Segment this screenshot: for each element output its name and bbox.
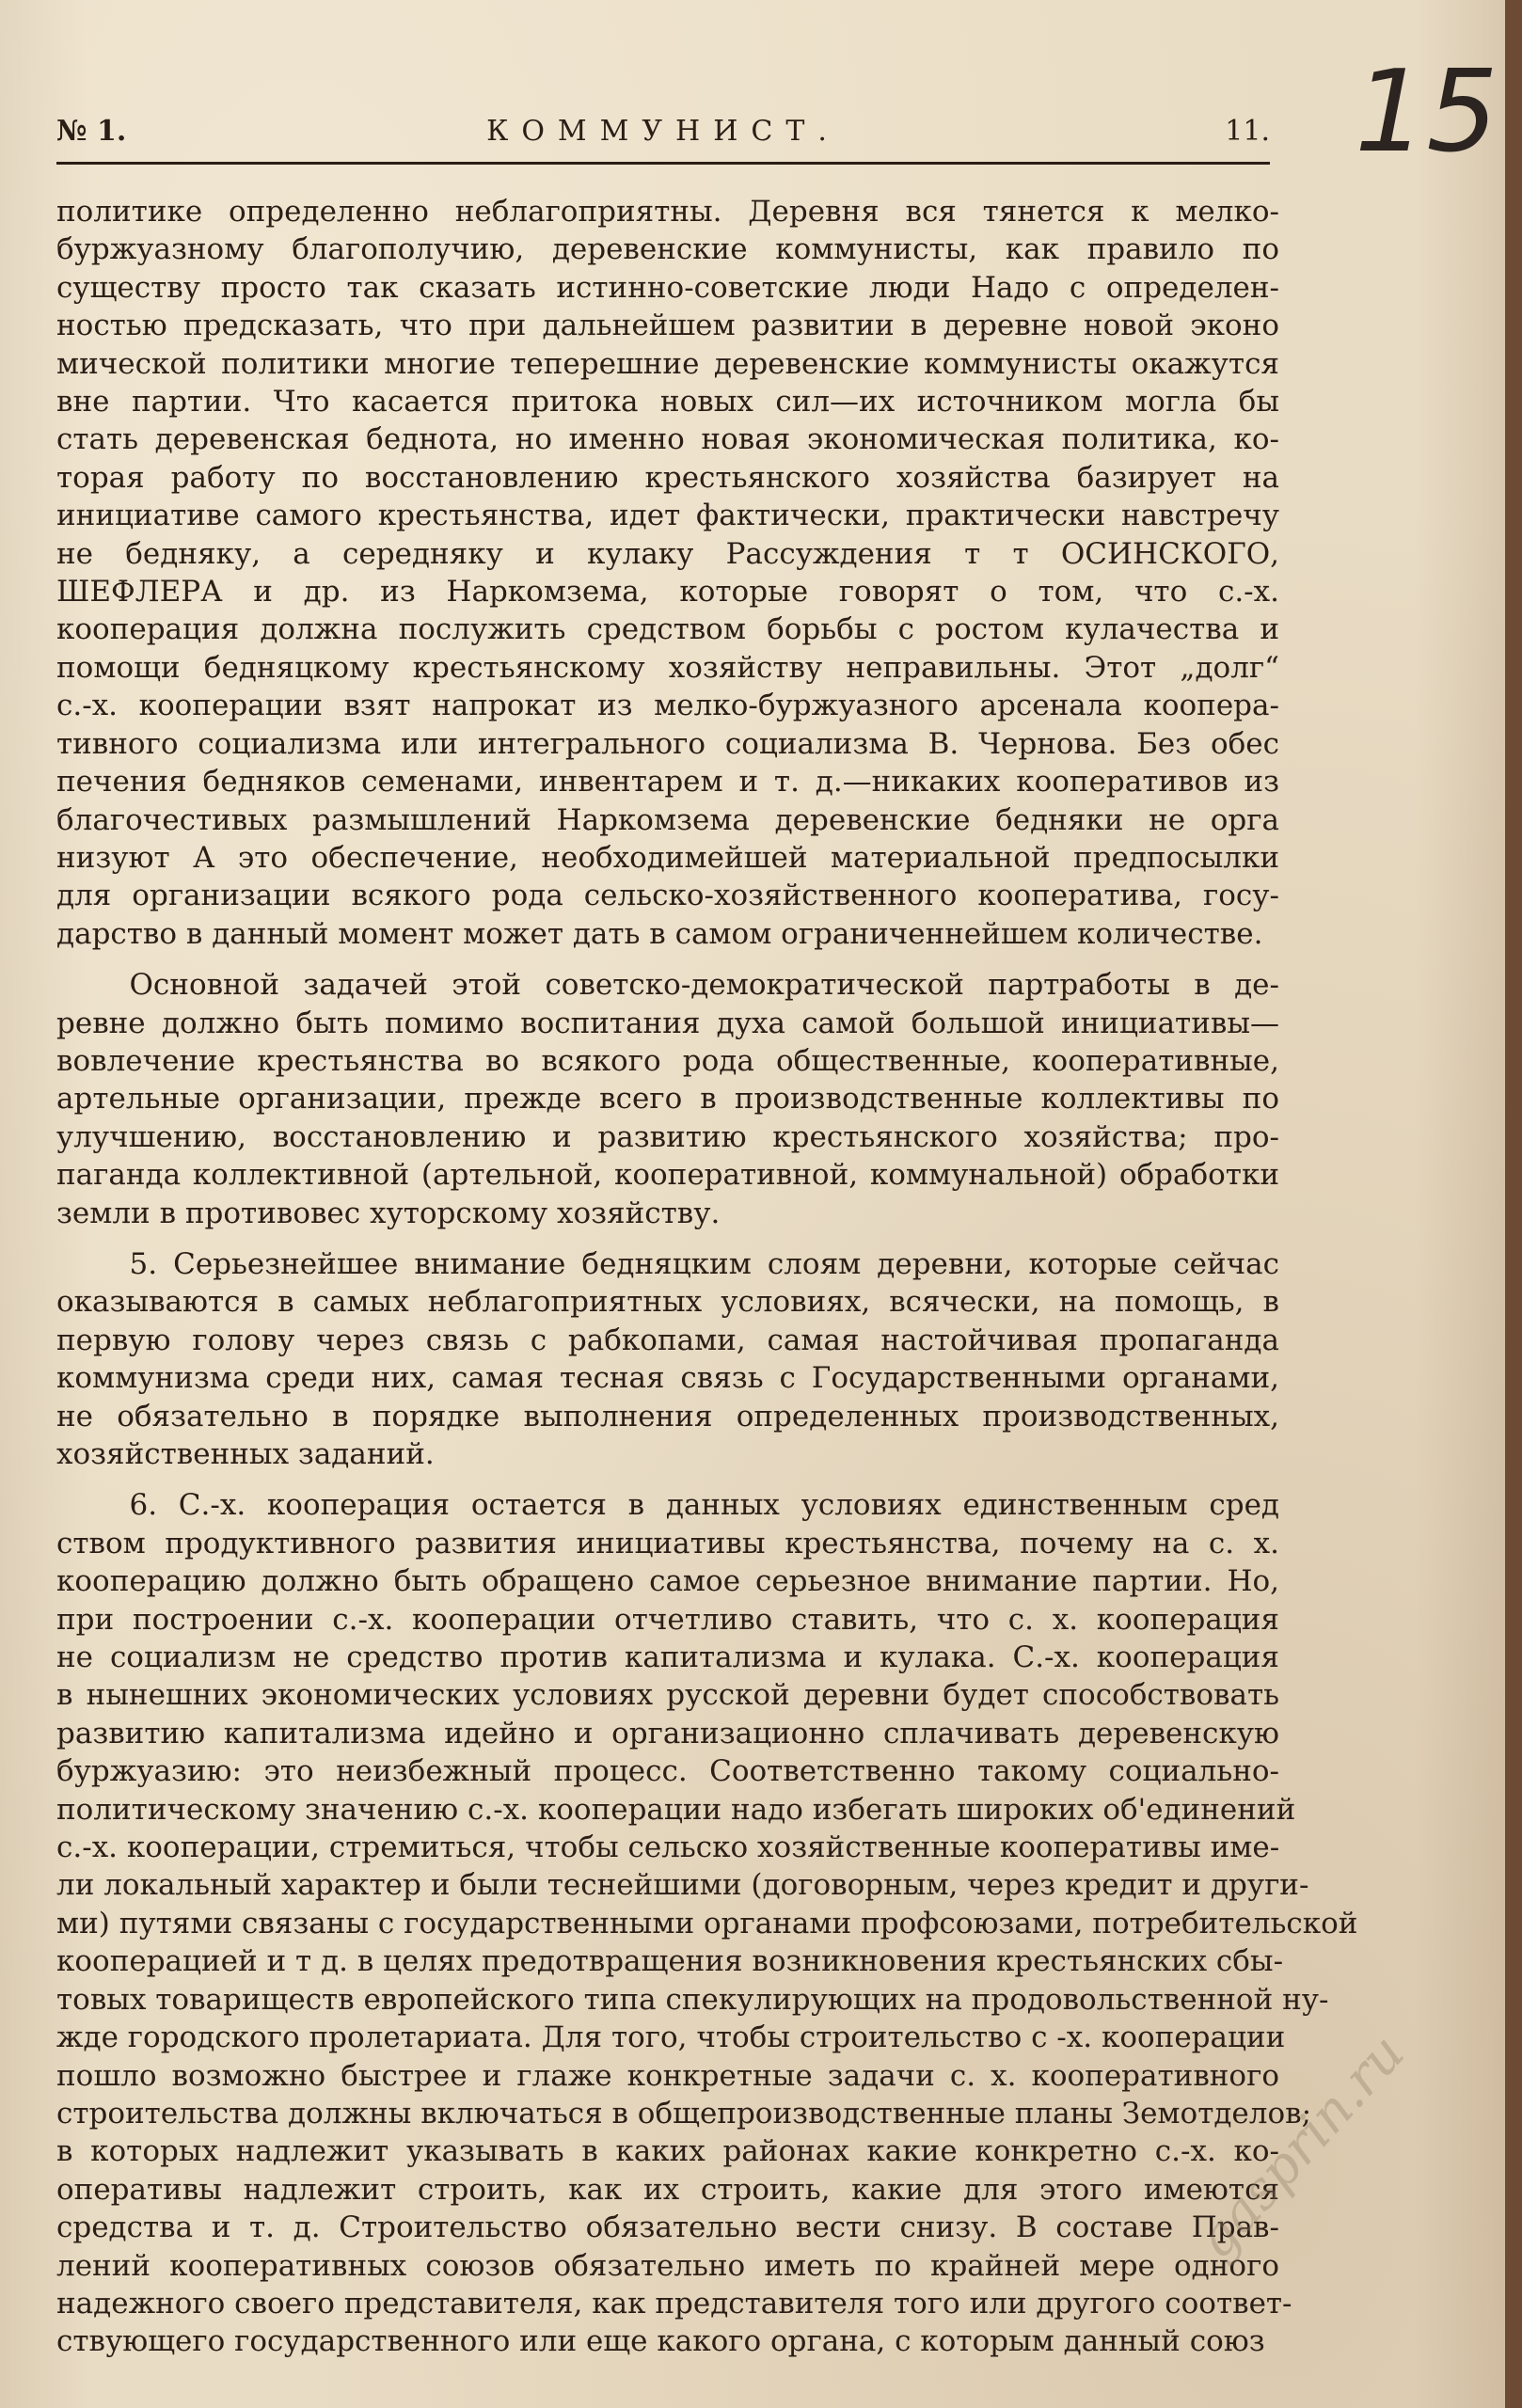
page-number: 11. bbox=[1225, 115, 1270, 148]
text-line: ностью предсказать, что при дальнейшем развитии в деревне новой эконо bbox=[56, 309, 1279, 343]
text-line: кооперация должна послужить средством борьбы с ростом кулачества и bbox=[56, 612, 1279, 647]
text-line: ревне должно быть помимо воспитания духа самой большой инициативы— bbox=[56, 1006, 1279, 1040]
issue-number: № 1. bbox=[56, 115, 127, 148]
text-line: вовлечение крестьянства во всякого рода общественные, кооперативные, bbox=[56, 1043, 1279, 1078]
text-line: тивного социализма или интегрального социализма В. Чернова. Без обес bbox=[56, 726, 1279, 761]
text-line: строительства должны включаться в общепроизводственные планы Земотделов; bbox=[56, 2096, 1312, 2131]
text-line: жде городского пролетариата. Для того, чтобы строительство с -х. кооперации bbox=[56, 2020, 1286, 2055]
text-line: 5. Серьезнейшее внимание бедняцким слоям деревни, которые сейчас bbox=[129, 1246, 1279, 1281]
text-line: буржуазию: это неизбежный процесс. Соответственно такому социально- bbox=[56, 1754, 1279, 1789]
paragraph bbox=[56, 1245, 1279, 1473]
text-line: коммунизма среди них, самая тесная связь с Государственными органами, bbox=[56, 1361, 1279, 1396]
text-line: не бедняку, а середняку и кулаку Рассуждения т т ОСИНСКОГО, bbox=[56, 536, 1279, 571]
watermark: gasprin.ru bbox=[1185, 2022, 1417, 2271]
text-line: ством продуктивного развития инициативы крестьянства, почему на с. х. bbox=[56, 1526, 1279, 1560]
text-line: 6. С.-х. кооперация остается в данных условиях единственным сред bbox=[129, 1488, 1279, 1523]
text-line: инициативе самого крестьянства, идет фактически, практически навстречу bbox=[56, 499, 1279, 533]
text-line: политике определенно неблагоприятны. Деревня вся тянется к мелко- bbox=[56, 195, 1279, 229]
text-line: стать деревенская беднота, но именно новая экономическая политика, ко- bbox=[56, 422, 1279, 457]
text-line: Основной задачей этой советско-демократической партработы в де- bbox=[129, 968, 1279, 1003]
text-line: торая работу по восстановлению крестьянского хозяйства базирует на bbox=[56, 460, 1279, 495]
text-line: в которых надлежит указывать в каких районах какие конкретно с.-х. ко- bbox=[56, 2134, 1279, 2169]
text-line: хозяйственных заданий. bbox=[56, 1437, 435, 1471]
text-line: ми) путями связаны с государственными органами профсоюзами, потребительской bbox=[56, 1906, 1358, 1941]
text-line: оказываются в самых неблагоприятных условиях, всячески, на помощь, в bbox=[56, 1285, 1279, 1320]
handwritten-mark: 15 bbox=[1355, 47, 1498, 178]
header-rule bbox=[56, 162, 1270, 165]
text-line: дарство в данный момент может дать в самом ограниченнейшем количестве. bbox=[56, 916, 1263, 951]
text-line: не социализм не средство против капитализма и кулака. С.-х. кооперация bbox=[56, 1640, 1279, 1675]
text-line: политическому значению с.-х. кооперации надо избегать широких об'единений bbox=[56, 1792, 1296, 1827]
text-line: вне партии. Что касается притока новых сил—их источником могла бы bbox=[56, 385, 1279, 420]
text-line: улучшению, восстановлению и развитию крестьянского хозяйства; про- bbox=[56, 1119, 1279, 1154]
handwritten-page-number bbox=[1345, 38, 1498, 188]
text-line: средства и т. д. Строительство обязательно вести снизу. В составе Прав- bbox=[56, 2210, 1279, 2245]
text-line: оперативы надлежит строить, как их строить, какие для этого имеются bbox=[56, 2172, 1279, 2207]
text-line: низуют А это обеспечение, необходимейшей материальной предпосылки bbox=[56, 840, 1279, 875]
text-line: благочестивых размышлений Наркомзема деревенские бедняки не орга bbox=[56, 802, 1279, 837]
text-line: развитию капитализма идейно и организационно сплачивать деревенскую bbox=[56, 1716, 1279, 1751]
text-line: паганда коллективной (артельной, кооперативной, коммунальной) обработки bbox=[56, 1158, 1279, 1193]
text-line: кооперацию должно быть обращено самое серьезное внимание партии. Но, bbox=[56, 1564, 1279, 1599]
text-line: кооперацией и т д. в целях предотвращения возникновения крестьянских сбы- bbox=[56, 1944, 1284, 1979]
text-line: с.-х. кооперации взят напрокат из мелко-буржуазного арсенала коопера- bbox=[56, 689, 1279, 723]
paragraph bbox=[56, 966, 1279, 1232]
text-line: ли локальный характер и были теснейшими (договорным, через кредит и други- bbox=[56, 1868, 1309, 1903]
text-line: ствующего государственного или еще какого органа, с которым данный союз bbox=[56, 2324, 1265, 2359]
text-line: печения бедняков семенами, инвентарем и т. д.—никаких кооперативов из bbox=[56, 765, 1279, 800]
text-line: артельные организации, прежде всего в производственные коллективы по bbox=[56, 1082, 1279, 1117]
text-line: пошло возможно быстрее и глаже конкретные задачи с. х. кооперативного bbox=[56, 2058, 1279, 2093]
paragraph bbox=[56, 193, 1279, 953]
text-line: надежного своего представителя, как представителя того или другого соответ- bbox=[56, 2286, 1292, 2321]
text-line: при построении с.-х. кооперации отчетливо ставить, что с. х. кооперация bbox=[56, 1602, 1279, 1637]
text-line: ШЕФЛЕРА и др. из Наркомзема, которые говорят о том, что с.-х. bbox=[56, 575, 1279, 610]
text-line: существу просто так сказать истинно-советские люди Надо с определен- bbox=[56, 270, 1279, 305]
journal-title: КОММУНИСТ. bbox=[486, 115, 840, 148]
text-line: не обязательно в порядке выполнения определенных производственных, bbox=[56, 1399, 1279, 1434]
text-line: с.-х. кооперации, стремиться, чтобы сельско хозяйственные кооперативы име- bbox=[56, 1830, 1280, 1865]
text-line: буржуазному благополучию, деревенские коммунисты, как правило по bbox=[56, 232, 1279, 267]
text-line: товых товариществ европейского типа спекулирующих на продовольственной ну- bbox=[56, 1982, 1329, 2017]
text-line: в нынешних экономических условиях русской деревни будет способствовать bbox=[56, 1678, 1279, 1713]
text-line: первую голову через связь с рабкопами, самая настойчивая пропаганда bbox=[56, 1323, 1279, 1357]
page-header bbox=[56, 115, 1270, 162]
text-line: мической политики многие теперешние деревенские коммунисты окажутся bbox=[56, 346, 1279, 381]
text-line: помощи бедняцкому крестьянскому хозяйству неправильны. Этот „долг“ bbox=[56, 650, 1279, 685]
text-line: земли в противовес хуторскому хозяйству. bbox=[56, 1196, 721, 1230]
text-line: для организации всякого рода сельско-хозяйственного кооператива, госу- bbox=[56, 879, 1279, 913]
text-line: лений кооперативных союзов обязательно иметь по крайней мере одного bbox=[56, 2248, 1279, 2283]
